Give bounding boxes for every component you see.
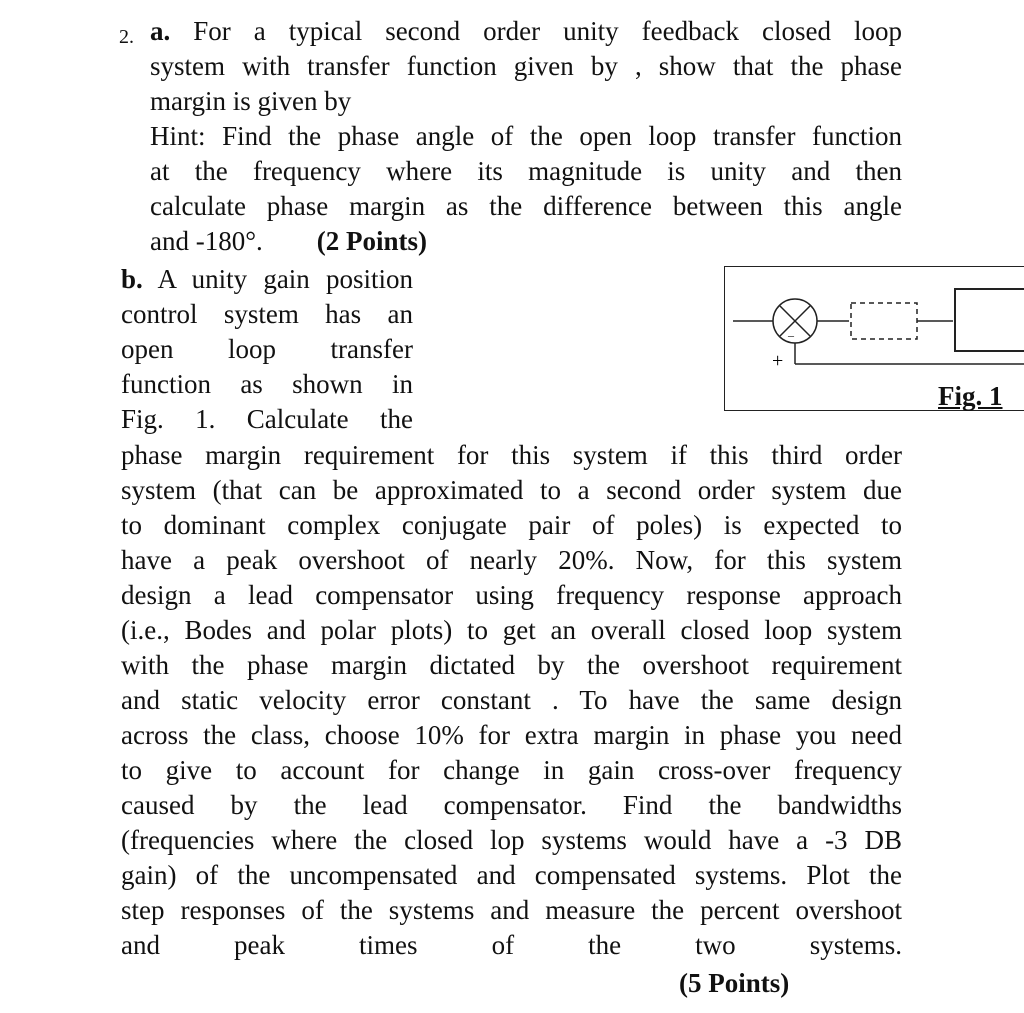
part-b-line-9: across the class, choose 10% for extra margin in phase you need [121, 720, 902, 750]
part-b-line-3: to dominant complex conjugate pair of poles) is expected to [121, 510, 902, 540]
part-b-narrow-line-3: open loop transfer [121, 334, 413, 364]
part-b-narrow-text-1: A unity gain position [157, 264, 413, 294]
part-b-label: b. [121, 264, 143, 294]
compensator-block-icon [851, 303, 917, 339]
part-b-line-7: with the phase margin dictated by the overshoot requirement [121, 650, 902, 680]
hint-line-4 [150, 224, 902, 259]
part-b-line-8: and static velocity error constant . To have the same design [121, 685, 902, 715]
part-a-line-2: system with transfer function given by , show that the phase [150, 51, 902, 81]
part-a-points: (2 Points) [316, 226, 428, 256]
question-number: 2. [119, 26, 134, 48]
figure-caption: Fig. 1 [938, 381, 1003, 411]
part-b-line-10: to give to account for change in gain cross-over frequency [121, 755, 902, 785]
part-b-line-2: system (that can be approximated to a second order system due [121, 475, 902, 505]
part-b-narrow-line-5: Fig. 1. Calculate the [121, 404, 413, 434]
hint-line-3: calculate phase margin as the difference between this angle [150, 191, 902, 221]
part-b-line-1: phase margin requirement for this system if this third order [121, 440, 902, 470]
part-b-line-12: (frequencies where the closed lop systems would have a -3 DB [121, 825, 902, 855]
part-a-line-1 [150, 14, 902, 49]
part-b-line-15: and peak times of the two systems. [121, 930, 902, 960]
part-b-narrow-line-4: function as shown in [121, 369, 413, 399]
plus-sign: + [772, 350, 784, 372]
part-b-points: (5 Points) [679, 968, 790, 998]
part-b-line-5: design a lead compensator using frequency response approach [121, 580, 902, 610]
part-b-line-14: step responses of the systems and measure the percent overshoot [121, 895, 902, 925]
hint-line-1: Hint: Find the phase angle of the open loop transfer function [150, 121, 902, 151]
part-a-text-1: For a typical second order unity feedback closed loop [193, 16, 903, 46]
part-b-line-11: caused by the lead compensator. Find the bandwidths [121, 790, 902, 820]
part-b-line-4: have a peak overshoot of nearly 20%. Now, for this system [121, 545, 902, 575]
part-b-line-6: (i.e., Bodes and polar plots) to get an overall closed loop system [121, 615, 902, 645]
part-a-label: a. [150, 16, 171, 46]
hint-line-4-text: and -180°. [150, 226, 263, 256]
summing-junction-icon [773, 299, 817, 343]
part-b-line-13: gain) of the uncompensated and compensated systems. Plot the [121, 860, 902, 890]
plant-block-icon [955, 289, 1024, 351]
part-b-narrow-line-1 [121, 262, 413, 297]
minus-sign: – [788, 328, 794, 342]
part-b-narrow-line-2: control system has an [121, 299, 413, 329]
part-a-line-3: margin is given by [150, 86, 352, 116]
hint-line-2: at the frequency where its magnitude is unity and then [150, 156, 902, 186]
